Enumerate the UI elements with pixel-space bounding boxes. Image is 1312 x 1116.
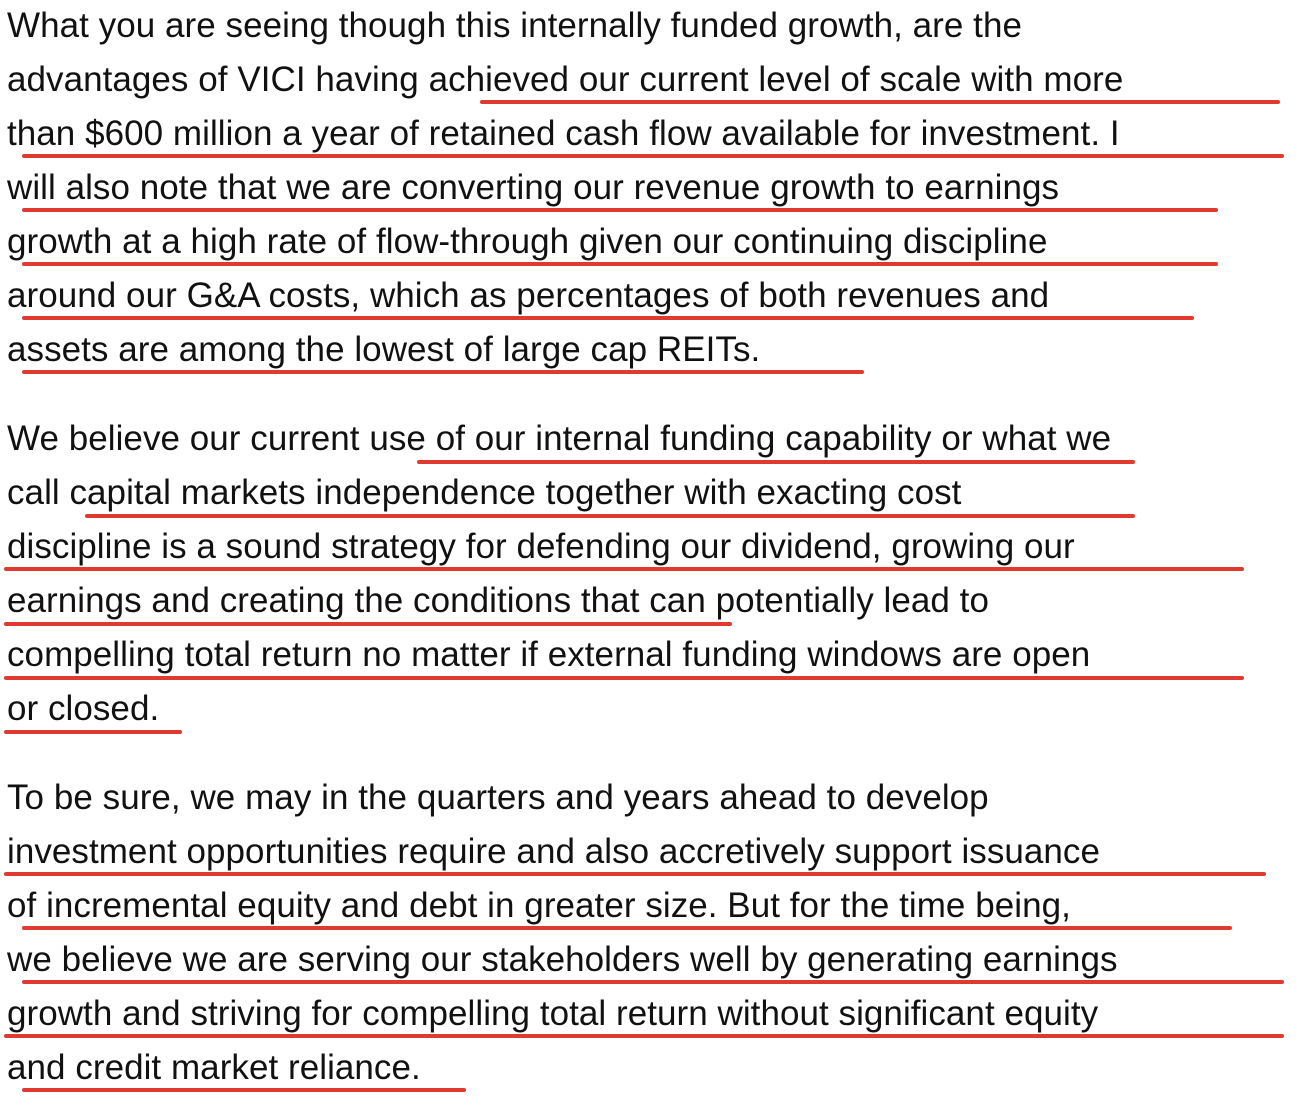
paragraph-3-line-6: and credit market reliance. [7, 1048, 421, 1087]
underline-mark [4, 1034, 1284, 1038]
underline-mark [4, 567, 1244, 571]
underline-mark [4, 730, 182, 734]
underline-mark [22, 208, 1218, 212]
paragraph-2-line-3: discipline is a sound strategy for defending our dividend, growing our [7, 527, 1075, 566]
paragraph-1-line-6: around our G&A costs, which as percentages of both revenues and [7, 276, 1050, 315]
paragraph-3-line-5: growth and striving for compelling total return without significant equity [7, 994, 1099, 1033]
underline-mark [22, 262, 1218, 266]
underline-mark [4, 872, 1266, 876]
underline-mark [22, 316, 1194, 320]
underline-mark [22, 154, 1284, 158]
paragraph-3-line-3: of incremental equity and debt in greater size. But for the time being, [7, 886, 1071, 925]
underline-mark [22, 926, 1232, 930]
paragraph-1-line-4: will also note that we are converting our revenue growth to earnings [7, 168, 1060, 207]
underline-mark [85, 514, 1135, 518]
paragraph-2-line-6: or closed. [7, 689, 160, 728]
paragraph-1-line-7: assets are among the lowest of large cap REITs. [7, 330, 761, 369]
paragraph-2-line-2: call capital markets independence together with exacting cost [7, 473, 962, 512]
underline-mark [22, 980, 1284, 984]
underline-mark [417, 460, 1135, 464]
paragraph-1-line-2: advantages of VICI having achieved our current level of scale with more [7, 60, 1124, 99]
underline-mark [22, 370, 864, 374]
underline-mark [480, 100, 1280, 104]
paragraph-2-line-4: earnings and creating the conditions that can potentially lead to [7, 581, 989, 620]
paragraph-1-line-1: What you are seeing though this internally funded growth, are the [7, 6, 1022, 45]
paragraph-1-line-3: than $600 million a year of retained cash flow available for investment. I [7, 114, 1120, 153]
paragraph-3-line-4: we believe we are serving our stakeholders well by generating earnings [7, 940, 1118, 979]
underline-mark [4, 676, 1244, 680]
paragraph-3-line-2: investment opportunities require and also accretively support issuance [7, 832, 1100, 871]
paragraph-3-line-1: To be sure, we may in the quarters and years ahead to develop [7, 778, 989, 817]
paragraph-2-line-5: compelling total return no matter if external funding windows are open [7, 635, 1091, 674]
underline-mark [22, 1088, 466, 1092]
underline-mark [4, 622, 732, 626]
paragraph-2-line-1: We believe our current use of our internal funding capability or what we [7, 419, 1112, 458]
paragraph-1-line-5: growth at a high rate of flow-through given our continuing discipline [7, 222, 1048, 261]
